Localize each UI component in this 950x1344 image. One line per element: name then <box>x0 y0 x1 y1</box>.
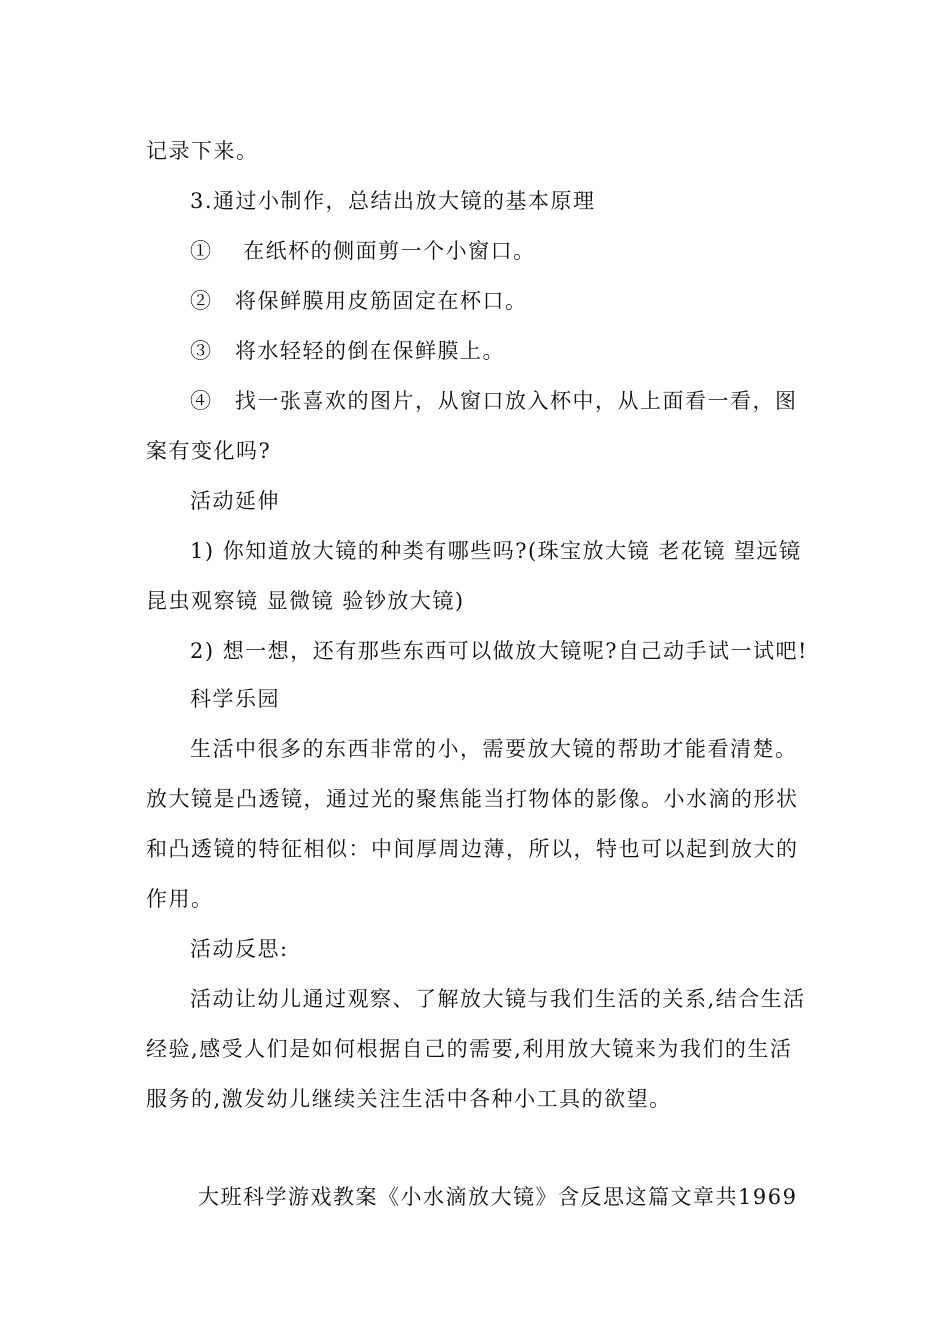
list-item: ① 在纸杯的侧面剪一个小窗口。 <box>190 239 536 263</box>
list-item: ② 将保鲜膜用皮筋固定在杯口。 <box>190 289 528 313</box>
text-line: 放大镜是凸透镜，通过光的聚焦能当打物体的影像。小水滴的形状 <box>146 787 799 811</box>
text-line: 记录下来。 <box>146 139 259 163</box>
text-line: 昆虫观察镜 显微镜 验钞放大镜) <box>146 589 465 613</box>
list-item: ③ 将水轻轻的倒在保鲜膜上。 <box>190 339 505 363</box>
text-line: 作用。 <box>146 887 214 911</box>
text-line: 案有变化吗? <box>146 439 272 463</box>
list-item: 2) 想一想，还有那些东西可以做放大镜呢?自己动手试一试吧! <box>190 639 808 663</box>
text-line: 经验,感受人们是如何根据自己的需要,利用放大镜来为我们的生活 <box>146 1037 793 1061</box>
step-heading: 3.通过小制作，总结出放大镜的基本原理 <box>190 189 596 213</box>
list-item: ④ 找一张喜欢的图片，从窗口放入杯中，从上面看一看，图 <box>190 389 798 413</box>
section-heading-extension: 活动延伸 <box>190 489 280 513</box>
section-heading-science: 科学乐园 <box>190 687 280 711</box>
footer-line: 大班科学游戏教案《小水滴放大镜》含反思这篇文章共1969 <box>198 1185 798 1209</box>
list-item: 1) 你知道放大镜的种类有哪些吗?(珠宝放大镜 老花镜 望远镜 <box>190 539 802 563</box>
text-line: 和凸透镜的特征相似：中间厚周边薄，所以，特也可以起到放大的 <box>146 837 799 861</box>
section-heading-reflection: 活动反思: <box>190 937 289 961</box>
text-line: 生活中很多的东西非常的小，需要放大镜的帮助才能看清楚。 <box>190 737 798 761</box>
text-line: 服务的,激发幼儿继续关注生活中各种小工具的欲望。 <box>146 1087 672 1111</box>
text-line: 活动让幼儿通过观察、了解放大镜与我们生活的关系,结合生活 <box>190 987 806 1011</box>
